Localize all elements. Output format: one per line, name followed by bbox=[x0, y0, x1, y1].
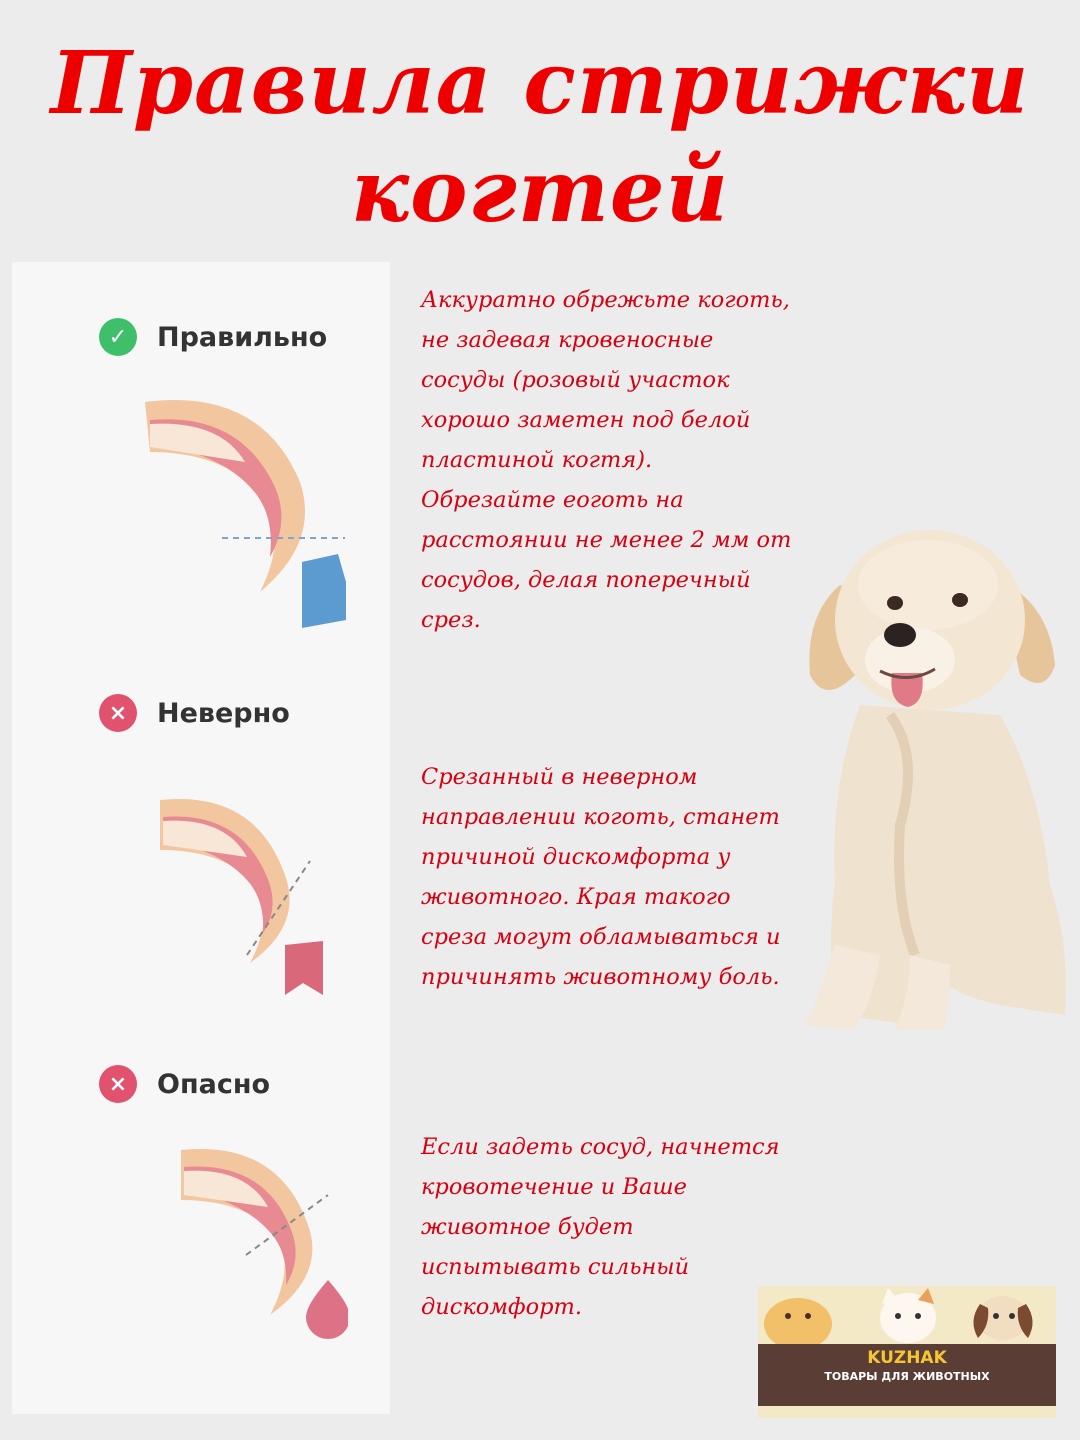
status-danger bbox=[99, 1065, 270, 1103]
pets-illustration-icon bbox=[758, 1286, 1056, 1346]
title-line-2: когтей bbox=[350, 141, 730, 242]
status-wrong bbox=[99, 694, 290, 732]
status-wrong-label: Неверно bbox=[157, 697, 290, 729]
golden-retriever-image bbox=[800, 525, 1075, 1035]
title-line-1: Правила стрижки bbox=[50, 33, 1030, 134]
description-wrong: Срезанный в неверном направлении коготь, станет причиной дискомфорта у животного. Края такого среза могут обламываться и причинять животному боль. bbox=[421, 764, 781, 990]
claw-correct-illustration bbox=[140, 392, 360, 632]
claw-danger-illustration bbox=[178, 1145, 348, 1345]
page-title bbox=[0, 30, 1080, 246]
claw-wrong-illustration bbox=[155, 795, 355, 1005]
check-icon: ✓ bbox=[99, 318, 137, 356]
status-danger-label: Опасно bbox=[157, 1068, 271, 1100]
cross-icon: × bbox=[99, 1065, 137, 1103]
status-correct bbox=[99, 318, 327, 356]
status-correct-label: Правильно bbox=[157, 321, 328, 353]
logo-tagline: ТОВАРЫ ДЛЯ ЖИВОТНЫХ bbox=[824, 1370, 990, 1383]
description-danger: Если задеть сосуд, начнется кровотечение и Ваше животное будет испытывать сильный дискомфорт. bbox=[421, 1134, 780, 1320]
logo-brand-name: KUZHAK bbox=[867, 1348, 947, 1368]
cross-icon: × bbox=[99, 694, 137, 732]
brand-logo bbox=[758, 1286, 1056, 1418]
description-correct: Аккуратно обрежьте коготь, не задевая кровеносные сосуды (розовый участок хорошо заметен под белой пластиной когтя). Обрезайте еоготь на расстоянии не менее 2 мм от сосудов, делая поперечный срез. bbox=[421, 287, 792, 633]
